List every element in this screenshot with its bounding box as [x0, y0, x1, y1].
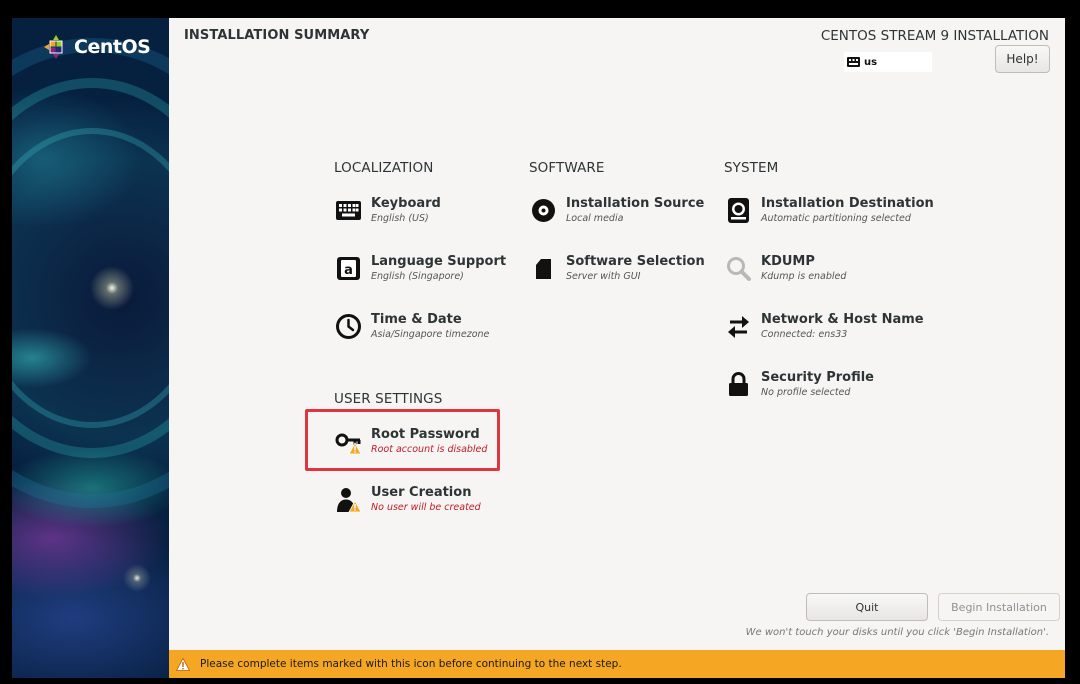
disc-icon	[530, 197, 557, 224]
disk-safety-note: We won't touch your disks until you click 'Begin Installation'.	[745, 627, 1049, 638]
centos-logo-icon	[44, 35, 68, 59]
clock-icon	[335, 313, 362, 340]
lock-icon	[725, 371, 752, 398]
quit-button[interactable]: Quit	[806, 593, 928, 621]
spoke-destination-title: Installation Destination	[761, 196, 934, 211]
spoke-language-support[interactable]	[335, 254, 506, 283]
spoke-kdump[interactable]	[725, 254, 846, 283]
spoke-security-status: No profile selected	[761, 387, 851, 398]
spoke-root-title: Root Password	[371, 427, 480, 442]
spoke-security-profile[interactable]	[725, 370, 874, 399]
network-arrows-icon	[725, 313, 752, 340]
sidebar-decor-ring	[12, 128, 169, 428]
search-icon	[725, 255, 752, 282]
spoke-root-status: Root account is disabled	[371, 444, 488, 455]
spoke-software-selection[interactable]	[530, 254, 705, 283]
user-icon	[335, 486, 362, 513]
spoke-time-status: Asia/Singapore timezone	[371, 329, 490, 340]
spoke-kdump-title: KDUMP	[761, 254, 815, 269]
warning-message: Please complete items marked with this icon before continuing to the next step.	[200, 658, 622, 670]
help-button[interactable]: Help!	[995, 45, 1050, 73]
spoke-security-title: Security Profile	[761, 370, 875, 385]
spoke-source-title: Installation Source	[566, 196, 705, 211]
brand-name: CentOS	[74, 36, 151, 58]
section-user-settings: USER SETTINGS	[334, 391, 443, 407]
sidebar-artwork	[12, 18, 169, 678]
section-software: SOFTWARE	[529, 160, 605, 176]
svg-text:a: a	[344, 263, 353, 278]
keyboard-layout-value: us	[864, 56, 878, 68]
harddisk-icon	[725, 197, 752, 224]
spoke-network-title: Network & Host Name	[761, 312, 924, 327]
warning-bar	[169, 650, 1065, 678]
installer-window	[12, 18, 1065, 678]
spoke-network-hostname[interactable]	[725, 312, 924, 341]
spoke-root-password[interactable]	[335, 427, 487, 456]
spoke-software-status: Server with GUI	[566, 271, 641, 282]
product-title: CENTOS STREAM 9 INSTALLATION	[820, 28, 1049, 44]
centos-logo	[44, 35, 150, 59]
keyboard-small-icon	[847, 57, 860, 67]
spoke-user-status: No user will be created	[371, 502, 481, 513]
key-icon	[335, 428, 362, 455]
spoke-network-status: Connected: ens33	[761, 329, 848, 340]
spoke-time-date[interactable]	[335, 312, 489, 341]
language-icon	[335, 255, 362, 282]
spoke-language-status: English (Singapore)	[371, 271, 464, 282]
spoke-kdump-status: Kdump is enabled	[761, 271, 847, 282]
section-system: SYSTEM	[724, 160, 779, 176]
spoke-software-title: Software Selection	[566, 254, 705, 269]
spoke-user-creation[interactable]	[335, 485, 481, 514]
spoke-destination-status: Automatic partitioning selected	[761, 213, 911, 224]
spoke-keyboard-title: Keyboard	[371, 196, 441, 211]
spoke-source-status: Local media	[566, 213, 624, 224]
page-title: INSTALLATION SUMMARY	[184, 28, 370, 43]
keyboard-icon	[335, 197, 362, 224]
begin-installation-button[interactable]: Begin Installation	[938, 593, 1060, 621]
keyboard-layout-indicator[interactable]	[844, 52, 932, 72]
spoke-user-title: User Creation	[371, 485, 472, 500]
spoke-time-title: Time & Date	[371, 312, 462, 327]
section-localization: LOCALIZATION	[334, 160, 434, 176]
warning-icon	[176, 658, 190, 671]
package-icon	[530, 255, 557, 282]
spoke-keyboard-status: English (US)	[371, 213, 429, 224]
spoke-installation-destination[interactable]	[725, 196, 934, 225]
spoke-language-title: Language Support	[371, 254, 507, 269]
spoke-keyboard[interactable]	[335, 196, 441, 225]
spoke-installation-source[interactable]	[530, 196, 704, 225]
